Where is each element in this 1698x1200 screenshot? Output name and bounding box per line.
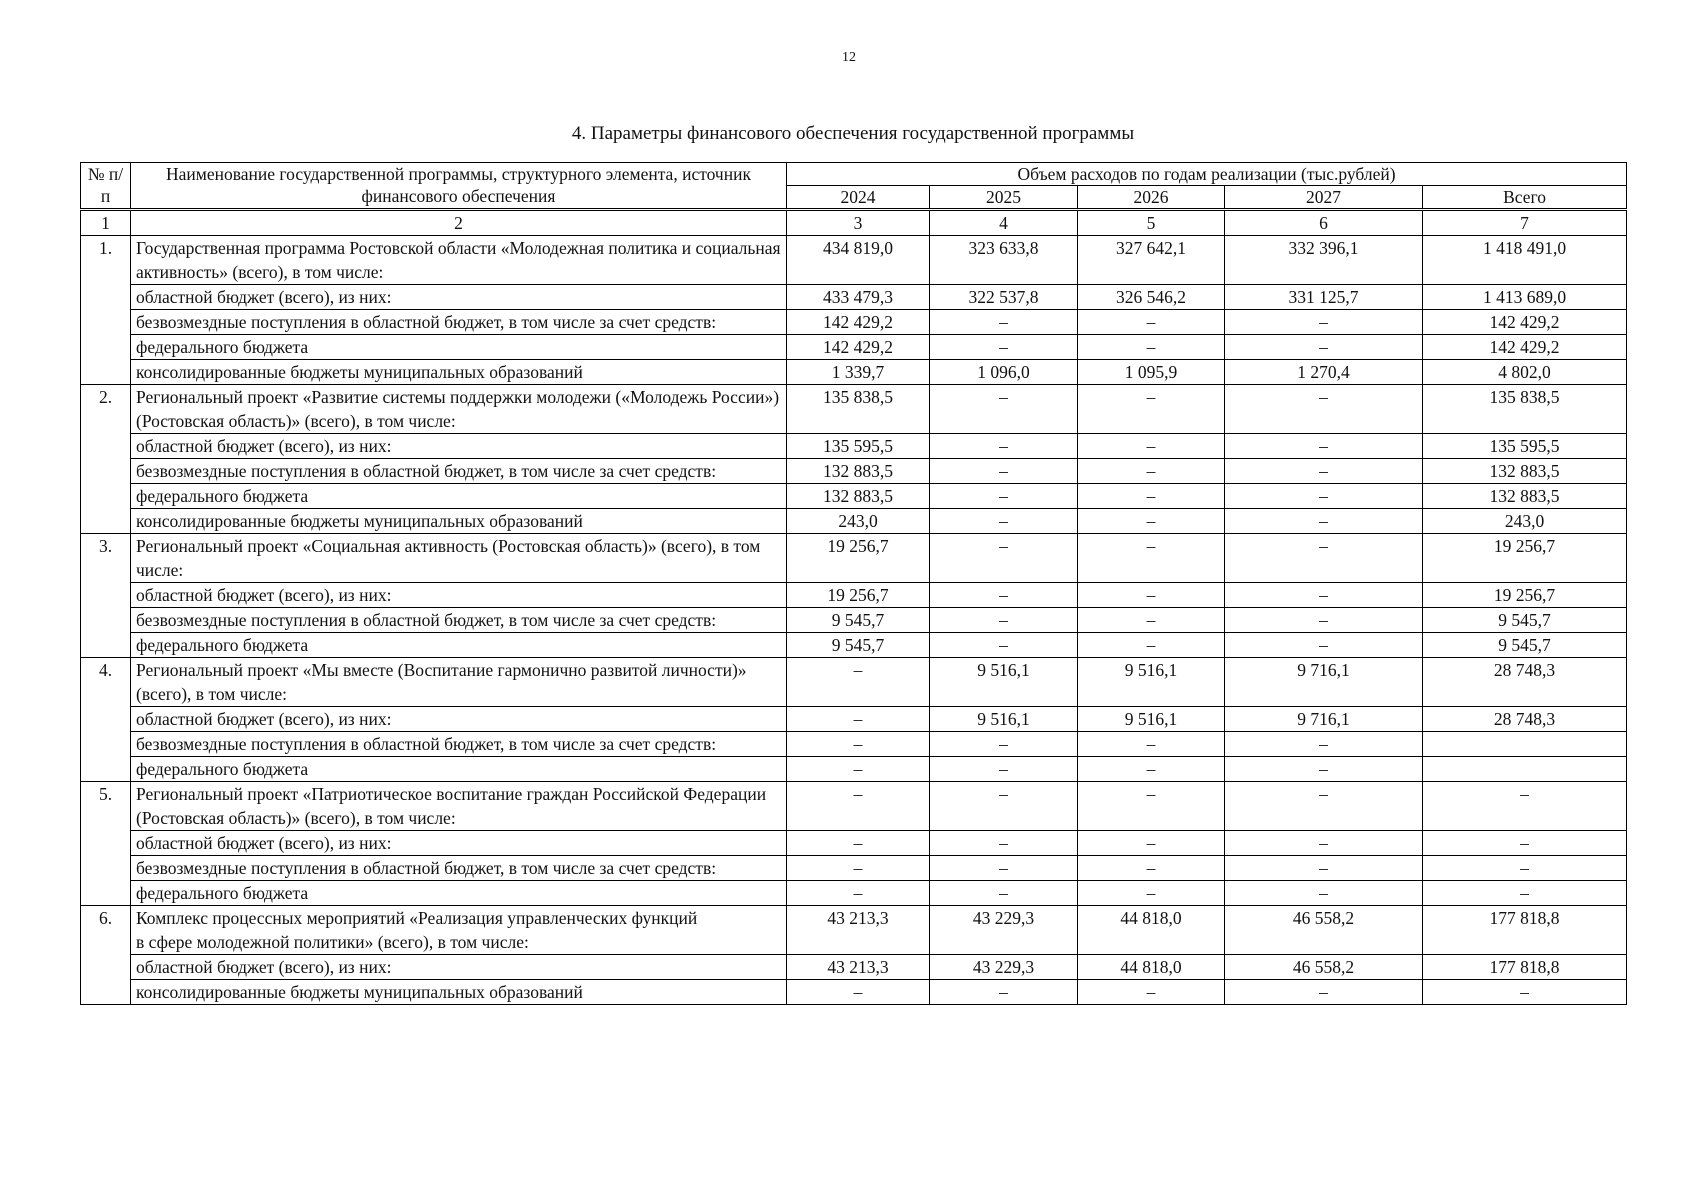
- header-year-2026: 2026: [1078, 186, 1225, 210]
- table-row: [81, 782, 1627, 831]
- year-value-cell: –: [1225, 831, 1423, 856]
- year-value-cell: –: [1225, 434, 1423, 459]
- year-value-cell: –: [1225, 782, 1423, 831]
- year-value-cell: –: [1078, 757, 1225, 782]
- table-row: [81, 732, 1627, 757]
- table-row: [81, 310, 1627, 335]
- year-value-cell: –: [930, 732, 1078, 757]
- year-value-cell: –: [1225, 335, 1423, 360]
- year-value-cell: –: [930, 583, 1078, 608]
- year-value-cell: –: [787, 732, 930, 757]
- year-value-cell: –: [1078, 434, 1225, 459]
- total-value-cell: 19 256,7: [1423, 583, 1627, 608]
- year-value-cell: 135 838,5: [787, 385, 930, 434]
- col-number: 4: [930, 210, 1078, 236]
- year-value-cell: 19 256,7: [787, 583, 930, 608]
- total-value-cell: 28 748,3: [1423, 707, 1627, 732]
- year-value-cell: –: [787, 757, 930, 782]
- year-value-cell: 323 633,8: [930, 236, 1078, 285]
- financing-table: [80, 162, 1627, 1005]
- year-value-cell: 9 716,1: [1225, 658, 1423, 707]
- table-row: [81, 534, 1627, 583]
- row-name: федерального бюджета: [131, 633, 787, 658]
- header-volume: Объем расходов по годам реализации (тыс.рублей): [787, 163, 1627, 186]
- row-name: безвозмездные поступления в областной бюджет, в том числе за счет средств:: [131, 310, 787, 335]
- year-value-cell: –: [1225, 310, 1423, 335]
- total-value-cell: 9 545,7: [1423, 633, 1627, 658]
- table-row: [81, 484, 1627, 509]
- row-name: безвозмездные поступления в областной бюджет, в том числе за счет средств:: [131, 608, 787, 633]
- year-value-cell: –: [1225, 980, 1423, 1005]
- total-value-cell: –: [1423, 980, 1627, 1005]
- year-value-cell: –: [930, 757, 1078, 782]
- row-number: 1.: [81, 236, 131, 385]
- total-value-cell: 132 883,5: [1423, 484, 1627, 509]
- table-row: [81, 509, 1627, 534]
- total-value-cell: –: [1423, 831, 1627, 856]
- year-value-cell: –: [1078, 608, 1225, 633]
- table-header: [81, 163, 1627, 210]
- year-value-cell: –: [1078, 732, 1225, 757]
- year-value-cell: 326 546,2: [1078, 285, 1225, 310]
- year-value-cell: 9 516,1: [1078, 707, 1225, 732]
- row-name: Государственная программа Ростовской области «Молодежная политика и социальная активность» (всего), в том числе:: [131, 236, 787, 285]
- total-value-cell: 9 545,7: [1423, 608, 1627, 633]
- year-value-cell: –: [930, 782, 1078, 831]
- year-value-cell: –: [930, 335, 1078, 360]
- year-value-cell: 132 883,5: [787, 459, 930, 484]
- year-value-cell: –: [1078, 459, 1225, 484]
- year-value-cell: 135 595,5: [787, 434, 930, 459]
- year-value-cell: –: [930, 608, 1078, 633]
- year-value-cell: 9 545,7: [787, 608, 930, 633]
- year-value-cell: 434 819,0: [787, 236, 930, 285]
- total-value-cell: 1 413 689,0: [1423, 285, 1627, 310]
- table-row: [81, 236, 1627, 285]
- table-body: [81, 210, 1627, 1005]
- year-value-cell: 433 479,3: [787, 285, 930, 310]
- total-value-cell: 135 838,5: [1423, 385, 1627, 434]
- row-name: областной бюджет (всего), из них:: [131, 707, 787, 732]
- total-value-cell: 177 818,8: [1423, 906, 1627, 955]
- header-no: № п/п: [81, 163, 131, 210]
- year-value-cell: –: [787, 658, 930, 707]
- table-row: [81, 831, 1627, 856]
- table-row: [81, 385, 1627, 434]
- header-name: Наименование государственной программы, структурного элемента, источник финансового обеспечения: [131, 163, 787, 210]
- year-value-cell: –: [787, 881, 930, 906]
- year-value-cell: 43 213,3: [787, 955, 930, 980]
- year-value-cell: –: [930, 434, 1078, 459]
- row-number: 4.: [81, 658, 131, 782]
- row-name: федерального бюджета: [131, 757, 787, 782]
- year-value-cell: 322 537,8: [930, 285, 1078, 310]
- row-name: Комплекс процессных мероприятий «Реализация управленческих функций в сфере молодежной политики» (всего), в том числе:: [131, 906, 787, 955]
- row-name: Региональный проект «Социальная активность (Ростовская область)» (всего), в том числе:: [131, 534, 787, 583]
- year-value-cell: –: [930, 856, 1078, 881]
- year-value-cell: –: [930, 831, 1078, 856]
- table-row: [81, 434, 1627, 459]
- year-value-cell: 1 096,0: [930, 360, 1078, 385]
- row-name: Региональный проект «Развитие системы поддержки молодежи («Молодежь России») (Ростовская область)» (всего), в том числе:: [131, 385, 787, 434]
- year-value-cell: –: [1225, 757, 1423, 782]
- total-value-cell: [1423, 732, 1627, 757]
- year-value-cell: 9 516,1: [930, 658, 1078, 707]
- year-value-cell: –: [1225, 583, 1423, 608]
- year-value-cell: –: [1078, 335, 1225, 360]
- row-name: федерального бюджета: [131, 484, 787, 509]
- year-value-cell: 1 270,4: [1225, 360, 1423, 385]
- table-row: [81, 906, 1627, 955]
- total-value-cell: 142 429,2: [1423, 310, 1627, 335]
- year-value-cell: –: [1225, 509, 1423, 534]
- year-value-cell: –: [1078, 310, 1225, 335]
- row-name: консолидированные бюджеты муниципальных образований: [131, 980, 787, 1005]
- year-value-cell: 19 256,7: [787, 534, 930, 583]
- year-value-cell: –: [1225, 534, 1423, 583]
- year-value-cell: 46 558,2: [1225, 955, 1423, 980]
- row-name: областной бюджет (всего), из них:: [131, 955, 787, 980]
- row-name: Региональный проект «Мы вместе (Воспитание гармонично развитой личности)» (всего), в том числе:: [131, 658, 787, 707]
- row-number: 6.: [81, 906, 131, 1005]
- row-number: 3.: [81, 534, 131, 658]
- year-value-cell: 1 339,7: [787, 360, 930, 385]
- year-value-cell: 44 818,0: [1078, 906, 1225, 955]
- total-value-cell: 142 429,2: [1423, 335, 1627, 360]
- header-total: Всего: [1423, 186, 1627, 210]
- year-value-cell: 9 516,1: [1078, 658, 1225, 707]
- table-row: [81, 955, 1627, 980]
- row-name: областной бюджет (всего), из них:: [131, 583, 787, 608]
- year-value-cell: –: [930, 509, 1078, 534]
- year-value-cell: 9 516,1: [930, 707, 1078, 732]
- year-value-cell: –: [1225, 484, 1423, 509]
- table-row: [81, 757, 1627, 782]
- year-value-cell: –: [787, 980, 930, 1005]
- year-value-cell: 9 545,7: [787, 633, 930, 658]
- row-name: областной бюджет (всего), из них:: [131, 434, 787, 459]
- year-value-cell: –: [1225, 881, 1423, 906]
- year-value-cell: –: [930, 459, 1078, 484]
- year-value-cell: –: [1078, 484, 1225, 509]
- col-number: 6: [1225, 210, 1423, 236]
- year-value-cell: –: [1078, 633, 1225, 658]
- year-value-cell: 1 095,9: [1078, 360, 1225, 385]
- col-number: 5: [1078, 210, 1225, 236]
- year-value-cell: –: [1078, 881, 1225, 906]
- col-number: 2: [131, 210, 787, 236]
- table-row: [81, 360, 1627, 385]
- row-name: безвозмездные поступления в областной бюджет, в том числе за счет средств:: [131, 459, 787, 484]
- row-number: 5.: [81, 782, 131, 906]
- header-year-2024: 2024: [787, 186, 930, 210]
- table-row: [81, 658, 1627, 707]
- table-row: [81, 285, 1627, 310]
- year-value-cell: –: [1225, 856, 1423, 881]
- row-number: 2.: [81, 385, 131, 534]
- row-name: консолидированные бюджеты муниципальных образований: [131, 509, 787, 534]
- header-year-2025: 2025: [930, 186, 1078, 210]
- table-row: [81, 583, 1627, 608]
- row-name: областной бюджет (всего), из них:: [131, 285, 787, 310]
- year-value-cell: –: [930, 980, 1078, 1005]
- row-name: консолидированные бюджеты муниципальных образований: [131, 360, 787, 385]
- column-number-row: [81, 210, 1627, 236]
- year-value-cell: –: [787, 707, 930, 732]
- table-row: [81, 459, 1627, 484]
- table-row: [81, 608, 1627, 633]
- year-value-cell: –: [1078, 385, 1225, 434]
- table-row: [81, 881, 1627, 906]
- row-name: федерального бюджета: [131, 881, 787, 906]
- year-value-cell: –: [787, 831, 930, 856]
- col-number: 1: [81, 210, 131, 236]
- col-number: 3: [787, 210, 930, 236]
- year-value-cell: –: [1078, 831, 1225, 856]
- year-value-cell: 142 429,2: [787, 310, 930, 335]
- year-value-cell: –: [1225, 633, 1423, 658]
- year-value-cell: –: [1225, 732, 1423, 757]
- year-value-cell: –: [930, 881, 1078, 906]
- year-value-cell: –: [1078, 856, 1225, 881]
- row-name: Региональный проект «Патриотическое воспитание граждан Российской Федерации (Ростовская область)» (всего), в том числе:: [131, 782, 787, 831]
- year-value-cell: –: [930, 633, 1078, 658]
- total-value-cell: 177 818,8: [1423, 955, 1627, 980]
- total-value-cell: 135 595,5: [1423, 434, 1627, 459]
- total-value-cell: 19 256,7: [1423, 534, 1627, 583]
- row-name: безвозмездные поступления в областной бюджет, в том числе за счет средств:: [131, 732, 787, 757]
- total-value-cell: [1423, 757, 1627, 782]
- total-value-cell: 1 418 491,0: [1423, 236, 1627, 285]
- year-value-cell: –: [930, 385, 1078, 434]
- year-value-cell: –: [930, 484, 1078, 509]
- row-name: безвозмездные поступления в областной бюджет, в том числе за счет средств:: [131, 856, 787, 881]
- year-value-cell: 43 213,3: [787, 906, 930, 955]
- year-value-cell: –: [930, 310, 1078, 335]
- table-row: [81, 335, 1627, 360]
- document-title: 4. Параметры финансового обеспечения государственной программы: [571, 123, 1135, 144]
- year-value-cell: –: [1078, 509, 1225, 534]
- row-name: федерального бюджета: [131, 335, 787, 360]
- total-value-cell: –: [1423, 881, 1627, 906]
- table-row: [81, 980, 1627, 1005]
- year-value-cell: 243,0: [787, 509, 930, 534]
- year-value-cell: –: [1225, 385, 1423, 434]
- year-value-cell: 132 883,5: [787, 484, 930, 509]
- year-value-cell: 142 429,2: [787, 335, 930, 360]
- year-value-cell: 46 558,2: [1225, 906, 1423, 955]
- total-value-cell: –: [1423, 856, 1627, 881]
- total-value-cell: –: [1423, 782, 1627, 831]
- total-value-cell: 132 883,5: [1423, 459, 1627, 484]
- year-value-cell: 332 396,1: [1225, 236, 1423, 285]
- year-value-cell: 9 716,1: [1225, 707, 1423, 732]
- year-value-cell: –: [1078, 980, 1225, 1005]
- year-value-cell: –: [1078, 782, 1225, 831]
- year-value-cell: –: [1078, 583, 1225, 608]
- page-number: 12: [842, 50, 856, 65]
- year-value-cell: –: [1225, 459, 1423, 484]
- year-value-cell: –: [787, 782, 930, 831]
- table-row: [81, 633, 1627, 658]
- row-name: областной бюджет (всего), из них:: [131, 831, 787, 856]
- table-row: [81, 707, 1627, 732]
- year-value-cell: 43 229,3: [930, 906, 1078, 955]
- year-value-cell: –: [1225, 608, 1423, 633]
- year-value-cell: 331 125,7: [1225, 285, 1423, 310]
- total-value-cell: 28 748,3: [1423, 658, 1627, 707]
- header-year-2027: 2027: [1225, 186, 1423, 210]
- year-value-cell: –: [1078, 534, 1225, 583]
- total-value-cell: 4 802,0: [1423, 360, 1627, 385]
- col-number: 7: [1423, 210, 1627, 236]
- year-value-cell: –: [930, 534, 1078, 583]
- year-value-cell: –: [787, 856, 930, 881]
- table-row: [81, 856, 1627, 881]
- total-value-cell: 243,0: [1423, 509, 1627, 534]
- year-value-cell: 327 642,1: [1078, 236, 1225, 285]
- year-value-cell: 43 229,3: [930, 955, 1078, 980]
- year-value-cell: 44 818,0: [1078, 955, 1225, 980]
